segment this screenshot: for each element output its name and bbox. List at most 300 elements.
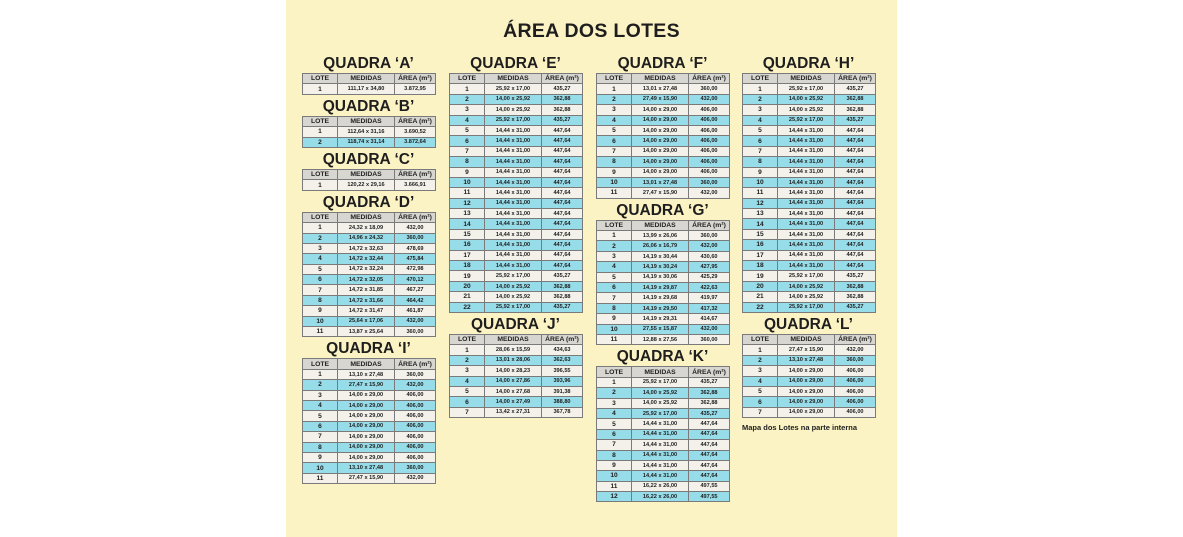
header-medidas: MEDIDAS [338, 169, 395, 179]
table-row [450, 157, 583, 167]
lote-cell: 6 [303, 275, 338, 285]
lots-table [449, 73, 583, 313]
table-row [450, 198, 583, 208]
lote-cell: 10 [303, 463, 338, 473]
area-cell: 406,00 [689, 125, 730, 135]
medidas-cell: 14,44 x 31,00 [485, 177, 542, 187]
column-3 [596, 55, 729, 505]
lote-cell: 6 [303, 421, 338, 431]
header-area: ÁREA (m²) [395, 74, 436, 84]
medidas-cell: 118,74 x 31,14 [338, 137, 395, 147]
lote-cell: 1 [597, 231, 632, 241]
lote-cell: 15 [743, 229, 778, 239]
area-cell: 447,64 [542, 136, 583, 146]
table-row [743, 397, 876, 407]
area-cell: 362,88 [542, 292, 583, 302]
lote-cell: 6 [597, 429, 632, 439]
area-cell: 435,27 [542, 84, 583, 94]
medidas-cell: 14,19 x 29,68 [632, 293, 689, 303]
area-cell: 432,00 [689, 94, 730, 104]
area-cell: 406,00 [395, 411, 436, 421]
table-row [303, 254, 436, 264]
quadra-block [596, 348, 729, 502]
medidas-cell: 14,00 x 27,86 [485, 376, 542, 386]
medidas-cell: 14,44 x 31,00 [485, 229, 542, 239]
table-header-row [597, 74, 730, 84]
area-cell: 447,64 [835, 157, 876, 167]
table-row [303, 442, 436, 452]
area-cell: 447,64 [835, 250, 876, 260]
table-header-row [303, 359, 436, 369]
medidas-cell: 14,19 x 29,31 [632, 314, 689, 324]
lote-cell: 4 [597, 262, 632, 272]
medidas-cell: 14,19 x 29,87 [632, 283, 689, 293]
area-cell: 435,27 [835, 302, 876, 312]
lots-table [596, 366, 730, 502]
lote-cell: 3 [450, 105, 485, 115]
medidas-cell: 14,00 x 29,00 [632, 146, 689, 156]
medidas-cell: 14,00 x 29,00 [778, 407, 835, 417]
medidas-cell: 16,22 x 26,00 [632, 481, 689, 491]
table-row [597, 492, 730, 502]
table-row [743, 188, 876, 198]
table-row [743, 219, 876, 229]
table-row [743, 105, 876, 115]
lots-table [742, 334, 876, 418]
medidas-cell: 14,00 x 25,92 [778, 281, 835, 291]
area-cell: 432,00 [689, 188, 730, 198]
area-cell: 447,64 [542, 157, 583, 167]
table-row [743, 250, 876, 260]
area-cell: 406,00 [835, 397, 876, 407]
medidas-cell: 14,00 x 29,00 [338, 421, 395, 431]
area-cell: 435,27 [542, 271, 583, 281]
area-cell: 432,00 [395, 473, 436, 483]
lote-cell: 6 [743, 136, 778, 146]
lote-cell: 18 [450, 261, 485, 271]
area-cell: 497,55 [689, 481, 730, 491]
medidas-cell: 14,44 x 31,00 [632, 460, 689, 470]
lote-cell: 7 [597, 146, 632, 156]
area-cell: 362,88 [542, 281, 583, 291]
area-cell: 388,80 [542, 397, 583, 407]
header-lote: LOTE [303, 359, 338, 369]
lots-table [302, 358, 436, 484]
table-header-row [303, 116, 436, 126]
lote-cell: 4 [743, 376, 778, 386]
header-lote: LOTE [303, 116, 338, 126]
lote-cell: 3 [597, 105, 632, 115]
medidas-cell: 14,44 x 31,00 [485, 240, 542, 250]
header-lote: LOTE [597, 367, 632, 377]
area-cell: 434,63 [542, 345, 583, 355]
table-row [450, 292, 583, 302]
table-row [597, 251, 730, 261]
table-row [303, 380, 436, 390]
area-cell: 447,64 [835, 167, 876, 177]
table-row [743, 177, 876, 187]
medidas-cell: 14,00 x 29,00 [778, 386, 835, 396]
area-cell: 447,64 [835, 125, 876, 135]
area-cell: 447,64 [689, 429, 730, 439]
medidas-cell: 16,22 x 26,00 [632, 492, 689, 502]
area-cell: 414,67 [689, 314, 730, 324]
lote-cell: 2 [597, 388, 632, 398]
medidas-cell: 14,00 x 25,92 [485, 94, 542, 104]
area-cell: 447,64 [542, 219, 583, 229]
medidas-cell: 14,00 x 29,00 [338, 452, 395, 462]
table-row [303, 180, 436, 190]
area-cell: 396,55 [542, 366, 583, 376]
medidas-cell: 111,17 x 34,80 [338, 84, 395, 94]
table-row [450, 229, 583, 239]
medidas-cell: 14,00 x 29,00 [338, 400, 395, 410]
table-row [743, 209, 876, 219]
table-row [450, 167, 583, 177]
quadra-block [742, 55, 875, 313]
area-cell: 447,64 [835, 209, 876, 219]
table-row [597, 105, 730, 115]
medidas-cell: 14,19 x 29,50 [632, 303, 689, 313]
table-row [743, 125, 876, 135]
area-cell: 467,27 [395, 285, 436, 295]
lote-cell: 4 [597, 408, 632, 418]
area-cell: 406,00 [395, 390, 436, 400]
area-cell: 432,00 [689, 241, 730, 251]
table-row [303, 243, 436, 253]
area-cell: 447,64 [542, 261, 583, 271]
quadra-title: QUADRA ‘H’ [762, 55, 855, 72]
quadra-title: QUADRA ‘I’ [326, 340, 411, 358]
medidas-cell: 14,44 x 31,00 [485, 136, 542, 146]
lote-cell: 6 [450, 136, 485, 146]
area-cell: 362,63 [542, 355, 583, 365]
table-row [597, 115, 730, 125]
medidas-cell: 27,47 x 15,90 [632, 188, 689, 198]
medidas-cell: 14,44 x 31,00 [778, 146, 835, 156]
table-row [450, 366, 583, 376]
area-cell: 362,88 [835, 105, 876, 115]
lote-cell: 3 [303, 390, 338, 400]
area-cell: 447,64 [689, 460, 730, 470]
lote-cell: 4 [743, 115, 778, 125]
area-cell: 367,78 [542, 407, 583, 417]
lote-cell: 20 [450, 281, 485, 291]
header-medidas: MEDIDAS [778, 334, 835, 344]
medidas-cell: 14,00 x 25,92 [778, 292, 835, 302]
table-row [597, 136, 730, 146]
medidas-cell: 14,44 x 31,00 [485, 250, 542, 260]
lote-cell: 5 [303, 264, 338, 274]
medidas-cell: 14,72 x 31,85 [338, 285, 395, 295]
area-cell: 406,00 [689, 146, 730, 156]
area-cell: 419,97 [689, 293, 730, 303]
medidas-cell: 27,55 x 15,87 [632, 324, 689, 334]
table-row [743, 271, 876, 281]
header-medidas: MEDIDAS [338, 359, 395, 369]
table-row [597, 84, 730, 94]
table-row [743, 407, 876, 417]
medidas-cell: 25,92 x 17,00 [485, 84, 542, 94]
table-row [597, 157, 730, 167]
lote-cell: 9 [597, 460, 632, 470]
area-cell: 447,64 [542, 198, 583, 208]
table-row [743, 229, 876, 239]
table-row [743, 281, 876, 291]
medidas-cell: 14,00 x 25,92 [778, 105, 835, 115]
medidas-cell: 14,44 x 31,00 [632, 429, 689, 439]
area-cell: 447,64 [542, 250, 583, 260]
medidas-cell: 14,44 x 31,00 [485, 167, 542, 177]
column-1 [302, 55, 435, 487]
lote-cell: 5 [597, 419, 632, 429]
table-row [450, 261, 583, 271]
medidas-cell: 14,00 x 29,00 [632, 115, 689, 125]
medidas-cell: 13,10 x 27,48 [338, 463, 395, 473]
quadra-title: QUADRA ‘E’ [470, 55, 561, 72]
medidas-cell: 13,01 x 27,48 [632, 177, 689, 187]
area-cell: 461,87 [395, 306, 436, 316]
table-row [597, 388, 730, 398]
medidas-cell: 14,19 x 30,44 [632, 251, 689, 261]
medidas-cell: 14,00 x 29,00 [778, 376, 835, 386]
table-row [450, 355, 583, 365]
medidas-cell: 14,44 x 31,00 [778, 177, 835, 187]
lote-cell: 1 [303, 127, 338, 137]
table-row [303, 432, 436, 442]
area-cell: 435,27 [689, 408, 730, 418]
lote-cell: 13 [450, 209, 485, 219]
table-row [450, 105, 583, 115]
area-cell: 362,88 [689, 398, 730, 408]
table-row [303, 327, 436, 337]
table-row [597, 440, 730, 450]
table-row [450, 240, 583, 250]
area-cell: 360,00 [395, 369, 436, 379]
lote-cell: 14 [743, 219, 778, 229]
medidas-cell: 14,44 x 31,00 [778, 250, 835, 260]
area-cell: 435,27 [542, 302, 583, 312]
lote-cell: 1 [743, 345, 778, 355]
table-header-row [303, 169, 436, 179]
area-cell: 447,64 [835, 240, 876, 250]
medidas-cell: 14,19 x 30,06 [632, 272, 689, 282]
table-row [743, 261, 876, 271]
area-cell: 406,00 [395, 442, 436, 452]
table-row [597, 398, 730, 408]
lote-cell: 11 [450, 188, 485, 198]
medidas-cell: 14,00 x 25,92 [632, 388, 689, 398]
medidas-cell: 14,72 x 32,63 [338, 243, 395, 253]
area-cell: 406,00 [835, 386, 876, 396]
lote-cell: 22 [743, 302, 778, 312]
table-row [743, 240, 876, 250]
header-area: ÁREA (m²) [689, 220, 730, 230]
table-row [743, 167, 876, 177]
lote-cell: 9 [303, 452, 338, 462]
lote-cell: 4 [597, 115, 632, 125]
header-lote: LOTE [597, 74, 632, 84]
area-cell: 464,42 [395, 295, 436, 305]
table-header-row [303, 74, 436, 84]
table-row [743, 84, 876, 94]
area-cell: 447,64 [835, 198, 876, 208]
lots-table [742, 73, 876, 313]
table-row [597, 231, 730, 241]
area-cell: 406,00 [395, 432, 436, 442]
lote-cell: 11 [597, 481, 632, 491]
table-row [597, 188, 730, 198]
medidas-cell: 25,92 x 17,00 [778, 271, 835, 281]
area-cell: 362,88 [835, 292, 876, 302]
lote-cell: 7 [450, 146, 485, 156]
header-lote: LOTE [597, 220, 632, 230]
lote-cell: 2 [303, 233, 338, 243]
medidas-cell: 14,00 x 25,92 [632, 398, 689, 408]
table-row [597, 419, 730, 429]
medidas-cell: 14,44 x 31,00 [778, 209, 835, 219]
header-area: ÁREA (m²) [395, 116, 436, 126]
table-row [743, 115, 876, 125]
area-cell: 360,00 [395, 233, 436, 243]
lote-cell: 7 [597, 440, 632, 450]
quadra-title: QUADRA ‘B’ [322, 97, 415, 115]
table-row [597, 408, 730, 418]
area-cell: 427,95 [689, 262, 730, 272]
table-header-row [743, 74, 876, 84]
lots-table [302, 212, 436, 338]
header-medidas: MEDIDAS [485, 334, 542, 344]
header-lote: LOTE [743, 334, 778, 344]
lote-cell: 7 [303, 285, 338, 295]
medidas-cell: 25,92 x 17,00 [778, 84, 835, 94]
lote-cell: 6 [450, 397, 485, 407]
quadra-title: QUADRA ‘D’ [322, 193, 415, 211]
table-header-row [597, 220, 730, 230]
lote-cell: 1 [303, 369, 338, 379]
medidas-cell: 24,32 x 18,09 [338, 223, 395, 233]
table-row [450, 146, 583, 156]
medidas-cell: 14,00 x 27,68 [485, 386, 542, 396]
lote-cell: 3 [743, 105, 778, 115]
medidas-cell: 14,44 x 31,00 [778, 240, 835, 250]
medidas-cell: 25,92 x 17,00 [485, 302, 542, 312]
table-row [303, 390, 436, 400]
table-row [303, 400, 436, 410]
table-row [597, 241, 730, 251]
area-cell: 406,00 [689, 105, 730, 115]
header-medidas: MEDIDAS [778, 74, 835, 84]
lots-table [596, 220, 730, 346]
area-cell: 360,00 [395, 327, 436, 337]
area-cell: 447,64 [835, 219, 876, 229]
area-cell: 391,38 [542, 386, 583, 396]
lote-cell: 2 [743, 94, 778, 104]
area-cell: 472,98 [395, 264, 436, 274]
lote-cell: 10 [450, 177, 485, 187]
table-row [450, 84, 583, 94]
area-cell: 406,00 [395, 452, 436, 462]
medidas-cell: 14,00 x 29,00 [632, 167, 689, 177]
medidas-cell: 14,44 x 31,00 [632, 419, 689, 429]
table-row [450, 386, 583, 396]
lote-cell: 10 [597, 177, 632, 187]
table-row [303, 127, 436, 137]
lote-cell: 20 [743, 281, 778, 291]
header-lote: LOTE [450, 74, 485, 84]
lote-cell: 3 [743, 366, 778, 376]
lote-cell: 6 [597, 283, 632, 293]
area-cell: 447,64 [835, 229, 876, 239]
lote-cell: 9 [450, 167, 485, 177]
table-row [450, 136, 583, 146]
medidas-cell: 26,06 x 16,79 [632, 241, 689, 251]
table-row [597, 146, 730, 156]
lote-cell: 8 [303, 295, 338, 305]
lote-cell: 2 [450, 94, 485, 104]
area-cell: 447,64 [835, 261, 876, 271]
lote-cell: 12 [597, 492, 632, 502]
area-cell: 362,88 [835, 94, 876, 104]
area-cell: 3.872,95 [395, 84, 436, 94]
table-row [743, 345, 876, 355]
area-cell: 478,69 [395, 243, 436, 253]
table-row [303, 84, 436, 94]
lote-cell: 1 [303, 84, 338, 94]
table-row [450, 397, 583, 407]
lote-cell: 12 [743, 198, 778, 208]
quadra-title: QUADRA ‘F’ [617, 55, 708, 72]
lote-cell: 11 [743, 188, 778, 198]
table-row [303, 411, 436, 421]
lote-cell: 16 [743, 240, 778, 250]
header-medidas: MEDIDAS [338, 212, 395, 222]
header-medidas: MEDIDAS [338, 74, 395, 84]
medidas-cell: 14,44 x 31,00 [632, 450, 689, 460]
area-cell: 447,64 [542, 177, 583, 187]
area-cell: 406,00 [689, 157, 730, 167]
area-cell: 432,00 [835, 345, 876, 355]
medidas-cell: 14,00 x 29,00 [632, 136, 689, 146]
lote-cell: 8 [597, 157, 632, 167]
medidas-cell: 14,72 x 32,44 [338, 254, 395, 264]
area-cell: 447,64 [542, 240, 583, 250]
lote-cell: 8 [597, 450, 632, 460]
lote-cell: 13 [743, 209, 778, 219]
table-row [597, 471, 730, 481]
medidas-cell: 14,00 x 29,00 [632, 125, 689, 135]
medidas-cell: 14,00 x 29,00 [778, 366, 835, 376]
lote-cell: 19 [743, 271, 778, 281]
medidas-cell: 14,44 x 31,00 [778, 229, 835, 239]
quadra-block [449, 316, 582, 418]
medidas-cell: 14,72 x 32,24 [338, 264, 395, 274]
table-row [743, 355, 876, 365]
medidas-cell: 14,00 x 29,00 [632, 105, 689, 115]
lote-cell: 8 [597, 303, 632, 313]
area-cell: 447,64 [689, 419, 730, 429]
lote-cell: 6 [597, 136, 632, 146]
lote-cell: 8 [743, 157, 778, 167]
lots-table [596, 73, 730, 199]
lote-cell: 3 [597, 251, 632, 261]
medidas-cell: 13,42 x 27,31 [485, 407, 542, 417]
lote-cell: 9 [597, 167, 632, 177]
area-cell: 406,00 [689, 167, 730, 177]
map-note: Mapa dos Lotes na parte interna [742, 423, 858, 433]
table-row [597, 262, 730, 272]
quadra-block [302, 98, 435, 148]
